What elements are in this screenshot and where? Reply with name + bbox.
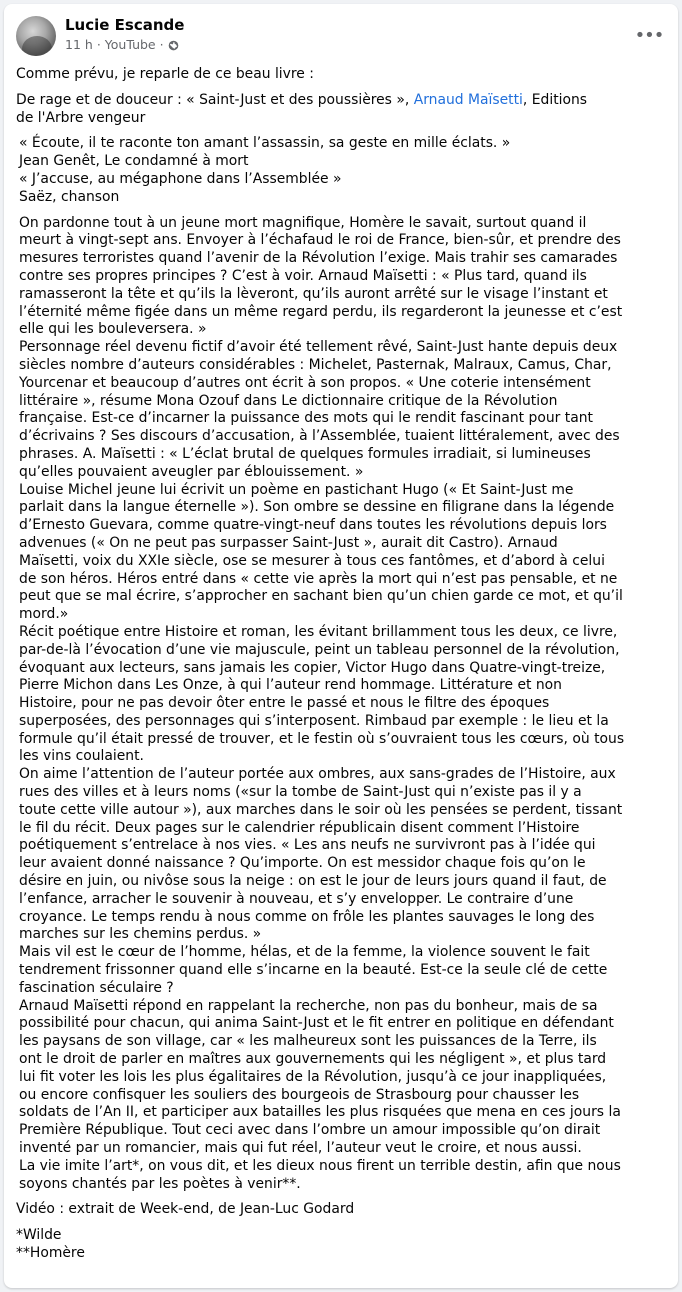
quote-line: Saëz, chanson: [19, 188, 120, 205]
text-line: elle qui les bouleversera. »: [19, 321, 207, 338]
book-title-text: De rage et de douceur : « Saint-Just et des poussières »,: [16, 91, 410, 108]
text-line: On pardonne tout à un jeune mort magnifique, Homère le savait, surtout quand il: [19, 214, 587, 231]
text-line: parlait dans la langue éternelle »). Son ombre se dessine en filigrane dans la légende: [19, 499, 615, 516]
text-line: Maïsetti, voix du XXIe siècle, ose se mesurer à tous ces fantômes, et d’abord à celui: [19, 552, 605, 569]
more-horizontal-icon: •••: [634, 24, 664, 46]
text-line: soldats de l’An II, et participer aux batailles les plus risquées que mena en ces jours la: [19, 1104, 621, 1121]
text-line: évoquant aux lecteurs, sans jamais les copier, Victor Hugo dans Quatre-vingt-treize,: [19, 659, 606, 676]
text-line: fascination séculaire ?: [19, 979, 174, 996]
text-line: siècles nombre d’auteurs considérables : Michelet, Pasternak, Malraux, Camus, Char,: [19, 356, 612, 373]
text-line: par-de-là l’évocation d’une vie majuscule, peint un tableau personnel de la révolution,: [19, 641, 620, 658]
text-line: de son héros. Héros entré dans « cette vie après la mort qui n’est pas pensable, et ne: [19, 570, 618, 587]
book-publisher-name: de l'Arbre vengeur: [16, 109, 146, 126]
text-line: Mais vil est le cœur de l’homme, hélas, et de la femme, la violence souvent le fait: [19, 944, 590, 961]
quote-block: [16, 135, 668, 206]
text-line: marches sur les chemins perdus. »: [19, 926, 262, 943]
footnote: *Wilde: [16, 1227, 62, 1244]
footnotes: [16, 1227, 668, 1263]
author-name[interactable]: Lucie Escande: [65, 16, 185, 34]
quote-line: Jean Genêt, Le condamné à mort: [19, 153, 249, 170]
text-line: qu’elles pouvaient aveugler par éblouissement. »: [19, 463, 364, 480]
text-line: désire en juin, ou nivôse sous la neige : on est le jour de leurs jours quand il faut, de: [19, 873, 607, 890]
text-line: ont le droit de parler en maîtres aux gouvernements qui les négligent », et plus tard: [19, 1051, 607, 1068]
text-line: croyance. Le temps rendu à nous comme on frôle les plantes sauvages le long des: [19, 908, 595, 925]
text-line: phrases. A. Maïsetti : « L’éclat brutal de quelques formules irradiait, si lumineuses: [19, 445, 591, 462]
meta-separator-2: ·: [159, 37, 164, 52]
text-line: poétiquement s’entrelace à nos vies. « Les ans neufs ne survivront pas à l’idée qui: [19, 837, 596, 854]
text-line: toute cette ville autour »), aux marches dans le soir où les pensées se perdent, tissant: [19, 801, 623, 818]
text-line: possibilité pour chacun, qui anima Saint-Just et le fit entrer en politique en défendant: [19, 1015, 614, 1032]
text-line: le fil du récit. Deux pages sur le calendrier républicain disent comment l’Histoire: [19, 819, 580, 836]
post-meta: [65, 37, 179, 53]
text-line: littéraire », résume Mona Ozouf dans Le dictionnaire critique de la Révolution: [19, 392, 558, 409]
video-note: Vidéo : extrait de Week-end, de Jean-Luc Godard: [16, 1201, 355, 1218]
text-line: lui fit voter les lois les plus égalitaires de la Révolution, jusqu’à ce jour inappliquées,: [19, 1068, 607, 1085]
post-source: YouTube: [104, 37, 156, 52]
author-link[interactable]: Arnaud Maïsetti: [413, 91, 523, 108]
text-line: formule qu’il était pressé de trouver, et le festin où s’ouvraient tous les cœurs, où tous: [19, 730, 625, 747]
text-line: mesures terroristes quand l’avenir de la Révolution l’exige. Mais trahir ses camarades: [19, 250, 618, 267]
text-line: française. Est-ce d’incarner la puissance des mots qui le rendit fascinant pour tant: [19, 410, 593, 427]
book-line: [16, 92, 668, 128]
text-line: On aime l’attention de l’auteur portée aux ombres, aux sans-grades de l’Histoire, aux: [19, 766, 616, 783]
text-line: l’enfance, arracher le souvenir à nouveau, et s’y envelopper. Le contraire d’une: [19, 890, 574, 907]
text-line: meurt à vingt-sept ans. Envoyer à l’échafaud le roi de France, bien-sûr, et prendre des: [19, 232, 621, 249]
text-line: Première République. Tout ceci avec dans l’ombre un amour impossible qu’on dirait: [19, 1122, 601, 1139]
meta-separator: ·: [96, 37, 101, 52]
text-line: Pierre Michon dans Les Onze, à qui l’auteur rend hommage. Littérature et non: [19, 677, 562, 694]
post-header: [4, 4, 678, 64]
post-time[interactable]: 11 h: [65, 37, 93, 52]
post-body: [16, 66, 668, 1271]
book-publisher-text: , Editions: [522, 91, 588, 108]
post-card: [4, 4, 678, 1288]
text-line: les paysans de son village, car « les malheureux sont les puissances de la Terre, ils: [19, 1033, 597, 1050]
text-line: rues des villes et à leurs noms («sur la tombe de Saint-Just qui n’existe pas il y a: [19, 784, 582, 801]
text-line: d’Ernesto Guevara, comme quatre-vingt-neuf dans toutes les révolutions depuis lors: [19, 517, 607, 534]
text-line: superposées, des personnages qui s’interposent. Rimbaud par exemple : le lieu et la: [19, 712, 609, 729]
intro-text: Comme prévu, je reparle de ce beau livre :: [16, 66, 314, 82]
text-line: inventé par un romancier, mais qui fut réel, l’auteur veut le croire, et nous aussi.: [19, 1140, 582, 1157]
avatar[interactable]: [16, 16, 56, 56]
text-line: peut que se mal écrire, s’approcher en sachant bien qu’un chien garde ce mot, et qu’il: [19, 588, 623, 605]
quote-line: « J’accuse, au mégaphone dans l’Assemblée »: [19, 170, 342, 187]
text-line: contre ses propres principes ? C’est à voir. Arnaud Maïsetti : « Plus tard, quand ils: [19, 267, 587, 284]
text-line: leur avaient donné naissance ? Qu’importe. On est messidor chaque fois qu’on le: [19, 855, 586, 872]
footnote: **Homère: [16, 1245, 85, 1261]
quote-line: « Écoute, il te raconte ton amant l’assassin, sa geste en mille éclats. »: [19, 135, 511, 152]
text-line: Louise Michel jeune lui écrivit un poème en pastichant Hugo (« Et Saint-Just me: [19, 481, 574, 498]
text-line: ou encore confisquer les souliers des bourgeois de Strasbourg pour chausser les: [19, 1086, 580, 1103]
more-options-button[interactable]: [634, 20, 664, 50]
text-line: d’écrivains ? Ses discours d’accusation, à l’Assemblée, tuaient littéralement, avec des: [19, 428, 620, 445]
text-line: mord.»: [19, 606, 69, 623]
globe-icon[interactable]: [168, 40, 179, 51]
text-line: La vie imite l’art*, on vous dit, et les dieux nous firent un terrible destin, afin que nous: [19, 1157, 621, 1174]
text-line: Personnage réel devenu fictif d’avoir été tellement rêvé, Saint-Just hante depuis deux: [19, 339, 618, 356]
text-line: soyons chantés par les poètes à venir**.: [19, 1175, 301, 1192]
text-line: Yourcenar et beaucoup d’autres ont écrit à son propos. « Une coterie intensément: [19, 374, 591, 391]
text-line: tendrement frissonner quand elle s’incarne en la beauté. Est-ce la seule clé de cette: [19, 962, 608, 979]
text-line: ramasseront la tête et qu’ils la lèveront, qu’ils auront arrêté sur le visage l’instant et: [19, 285, 608, 302]
text-line: Histoire, pour ne pas devoir ôter entre le passé et nous le filtre des époques: [19, 695, 550, 712]
text-line: les vins coulaient.: [19, 748, 144, 765]
text-line: Arnaud Maïsetti répond en rappelant la recherche, non pas du bonheur, mais de sa: [19, 997, 598, 1014]
text-line: advenues (« On ne peut pas surpasser Saint-Just », aurait dit Castro). Arnaud: [19, 534, 558, 551]
review-text: [16, 215, 668, 1194]
text-line: l’éternité même figée dans un même regard perdu, ils regarderont la jeunesse et c’est: [19, 303, 623, 320]
text-line: Récit poétique entre Histoire et roman, les évitant brillamment tous les deux, ce livre,: [19, 623, 618, 640]
